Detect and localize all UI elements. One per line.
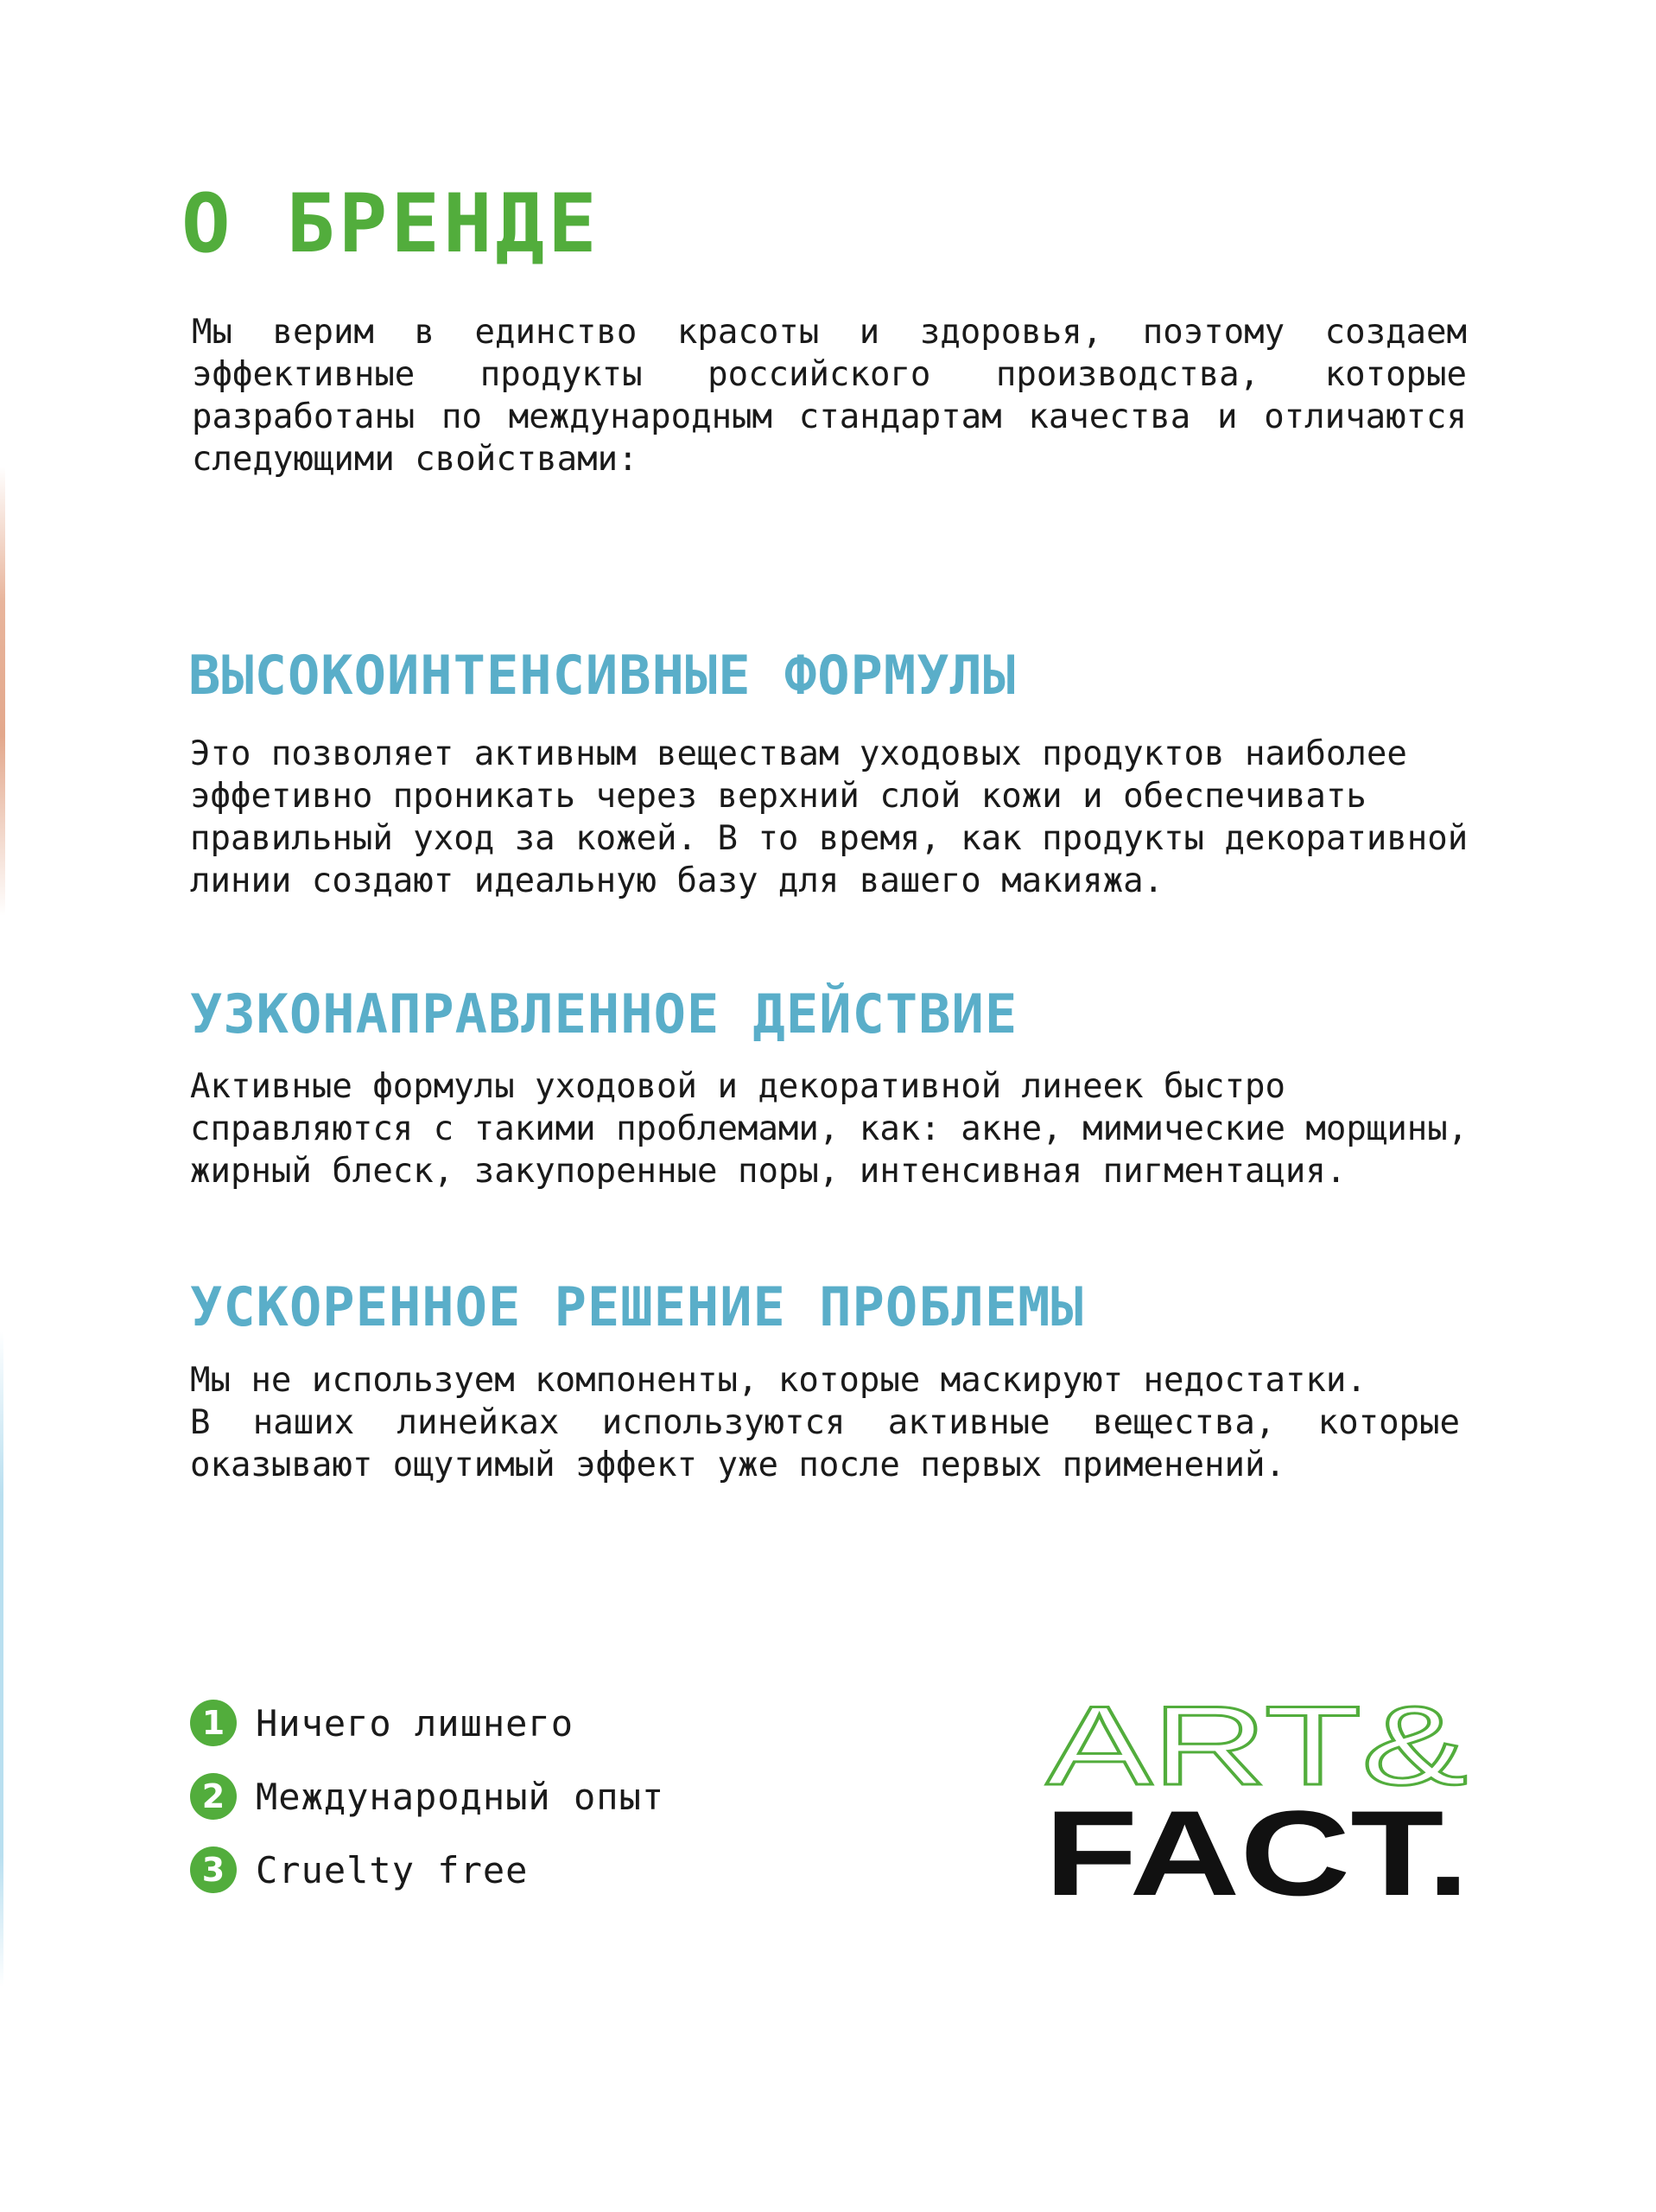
section-text-line: В наших линейках используются активные вещества, которые — [190, 1403, 1460, 1442]
brand-logo — [1041, 1698, 1473, 1905]
edge-decoration-warm — [0, 467, 5, 916]
number-badge-icon: 2 — [190, 1773, 237, 1820]
section-heading-formulas: ВЫСОКОИНТЕНСИВНЫЕ ФОРМУЛЫ — [188, 644, 1017, 707]
logo-line-fact: FACT. — [1044, 1785, 1469, 1905]
number-badge-icon: 3 — [190, 1847, 237, 1893]
section-text-targeted-action: Активные формулы уходовой и декоративной линеек быстро справляются с такими проблемами, как: акне, мимические морщины, жирный блеск, закупоренные поры, интенсивная пигментация. — [190, 1067, 1469, 1191]
number-badge-icon: 1 — [190, 1700, 237, 1746]
feature-list — [190, 1698, 664, 1918]
feature-label: Cruelty free — [256, 1848, 529, 1891]
section-text-formulas: Это позволяет активным веществам уходовых продуктов наиболее эффетивно проникать через верхний слой кожи и обеспечивать правильный уход за кожей. В то время, как продукты декоративной линии создают идеальную базу для вашего макияжа. — [190, 734, 1469, 900]
page-title: О БРЕНДЕ — [181, 177, 600, 271]
brand-logo-icon — [1041, 1698, 1473, 1905]
edge-decoration-cool — [0, 1331, 3, 1987]
section-text-fast-solution — [190, 1359, 1460, 1486]
feature-item — [190, 1845, 664, 1895]
section-heading-fast-solution: УСКОРЕННОЕ РЕШЕНИЕ ПРОБЛЕМЫ — [190, 1275, 1084, 1338]
section-text-line: Мы не используем компоненты, которые маскируют недостатки. — [190, 1361, 1367, 1400]
feature-label: Международный опыт — [256, 1775, 665, 1818]
feature-item — [190, 1698, 664, 1748]
logo-line-art: ART& — [1046, 1698, 1468, 1808]
section-text-line: оказывают ощутимый эффект уже после первых применений. — [190, 1446, 1285, 1484]
section-heading-targeted-action: УЗКОНАПРАВЛЕННОЕ ДЕЙСТВИЕ — [190, 982, 1018, 1046]
feature-label: Ничего лишнего — [256, 1701, 574, 1745]
intro-paragraph: Мы верим в единство красоты и здоровья, поэтому создаем эффективные продукты российского производства, которые разработаны по международным стандартам качества и отличаются следующими свойствами: — [192, 313, 1467, 479]
feature-item — [190, 1771, 664, 1821]
